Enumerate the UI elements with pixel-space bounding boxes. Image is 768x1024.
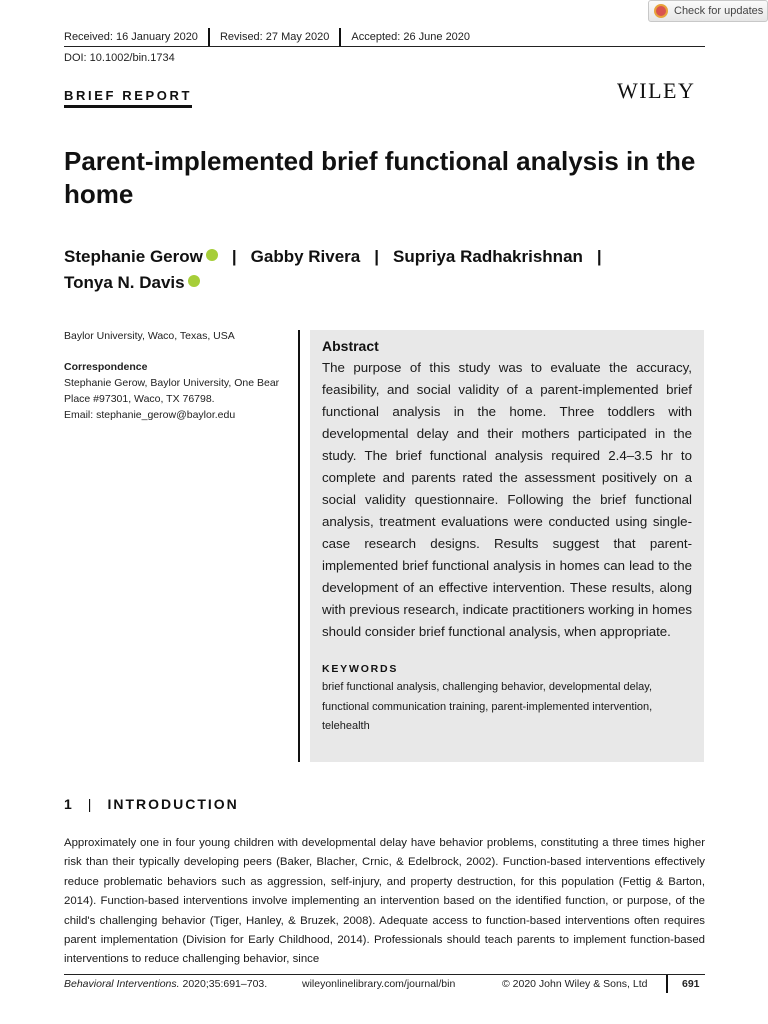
heading-separator: |	[87, 796, 94, 812]
author-name[interactable]: Tonya N. Davis	[64, 273, 185, 292]
crossmark-icon	[654, 4, 668, 18]
date-divider	[339, 28, 341, 46]
author-separator: |	[374, 247, 380, 266]
correspondence-address: Stephanie Gerow, Baylor University, One Bear Place #97301, Waco, TX 76798.	[64, 377, 280, 405]
abstract-divider	[298, 330, 300, 762]
author-name[interactable]: Gabby Rivera	[250, 247, 361, 266]
header-rule	[64, 46, 705, 47]
orcid-icon[interactable]	[188, 275, 200, 287]
journal-url[interactable]: wileyonlinelibrary.com/journal/bin	[302, 978, 456, 990]
keywords-heading: KEYWORDS	[322, 663, 399, 675]
article-title: Parent-implemented brief functional analysis in the home	[64, 146, 696, 209]
author-separator: |	[596, 247, 602, 266]
article-dates	[64, 28, 480, 46]
received-date: Received: 16 January 2020	[64, 31, 198, 43]
section-label: BRIEF REPORT	[64, 88, 192, 108]
abstract-heading: Abstract	[322, 338, 379, 354]
section-heading	[64, 796, 239, 812]
page-footer	[64, 975, 705, 993]
journal-citation	[64, 978, 302, 990]
page-number: 691	[682, 978, 700, 990]
section-title: INTRODUCTION	[107, 796, 239, 812]
copyright: © 2020 John Wiley & Sons, Ltd	[502, 978, 648, 990]
author-name[interactable]: Supriya Radhakrishnan	[393, 247, 583, 266]
orcid-icon[interactable]	[206, 249, 218, 261]
affiliation: Baylor University, Waco, Texas, USA	[64, 330, 235, 342]
keywords-text: brief functional analysis, challenging behavior, developmental delay, functional communication training, parent-implemented intervention, telehealth	[322, 681, 653, 732]
date-divider	[208, 28, 210, 46]
abstract-box	[310, 330, 704, 762]
abstract-text: The purpose of this study was to evaluate the accuracy, feasibility, and social validity of a parent-implemented brief functional analysis in the home. Three toddlers with developmental delay and their mothers participated in the study. The brief functional analysis required 2.4–3.5 hr to complete and parents rated the assessment positively on a social validity questionnaire. Following the brief functional analysis, treatment evaluations were conducted using single-case research designs. Results suggest that parent-implemented brief functional analysis in homes can lead to the development of an effective intervention. These results, along with previous research, indicate practitioners working in homes should consider brief functional analysis, when appropriate.	[322, 360, 692, 639]
correspondence-email[interactable]: Email: stephanie_gerow@baylor.edu	[64, 409, 236, 421]
journal-name: Behavioral Interventions.	[64, 978, 180, 990]
check-for-updates-button[interactable]	[648, 0, 768, 22]
check-for-updates-label: Check for updates	[674, 5, 764, 17]
section-number: 1	[64, 796, 72, 812]
author-list	[64, 244, 704, 296]
author-separator: |	[231, 247, 237, 266]
publisher-logo: WILEY	[617, 78, 696, 103]
revised-date: Revised: 27 May 2020	[219, 31, 330, 43]
author-name[interactable]: Stephanie Gerow	[64, 247, 203, 266]
footer-divider	[666, 975, 668, 993]
correspondence-heading: Correspondence	[64, 361, 148, 373]
accepted-date: Accepted: 26 June 2020	[351, 31, 471, 43]
doi[interactable]: DOI: 10.1002/bin.1734	[64, 52, 175, 64]
correspondence	[64, 359, 286, 423]
citation-details: 2020;35:691–703.	[179, 978, 268, 990]
intro-paragraph: Approximately one in four young children with developmental delay have behavior problems, constituting a three times higher risk than their typically developing peers (Baker, Blacher, Crnic, & Edelbrock, 2002). Function-based interventions effectively reduce problematic behaviors such as aggression, self-injury, and property destruction, for this population (Fettig & Barton, 2014). Function-based interventions involve implementing an intervention based on the identified function, or purpose, of the child's challenging behavior (Tiger, Hanley, & Bruzek, 2008). Adequate access to function-based interventions often requires parent implementation (Division for Early Childhood, 2014). Professionals should teach parents to implement function-based interventions to reduce challenging behavior, since	[64, 837, 705, 966]
